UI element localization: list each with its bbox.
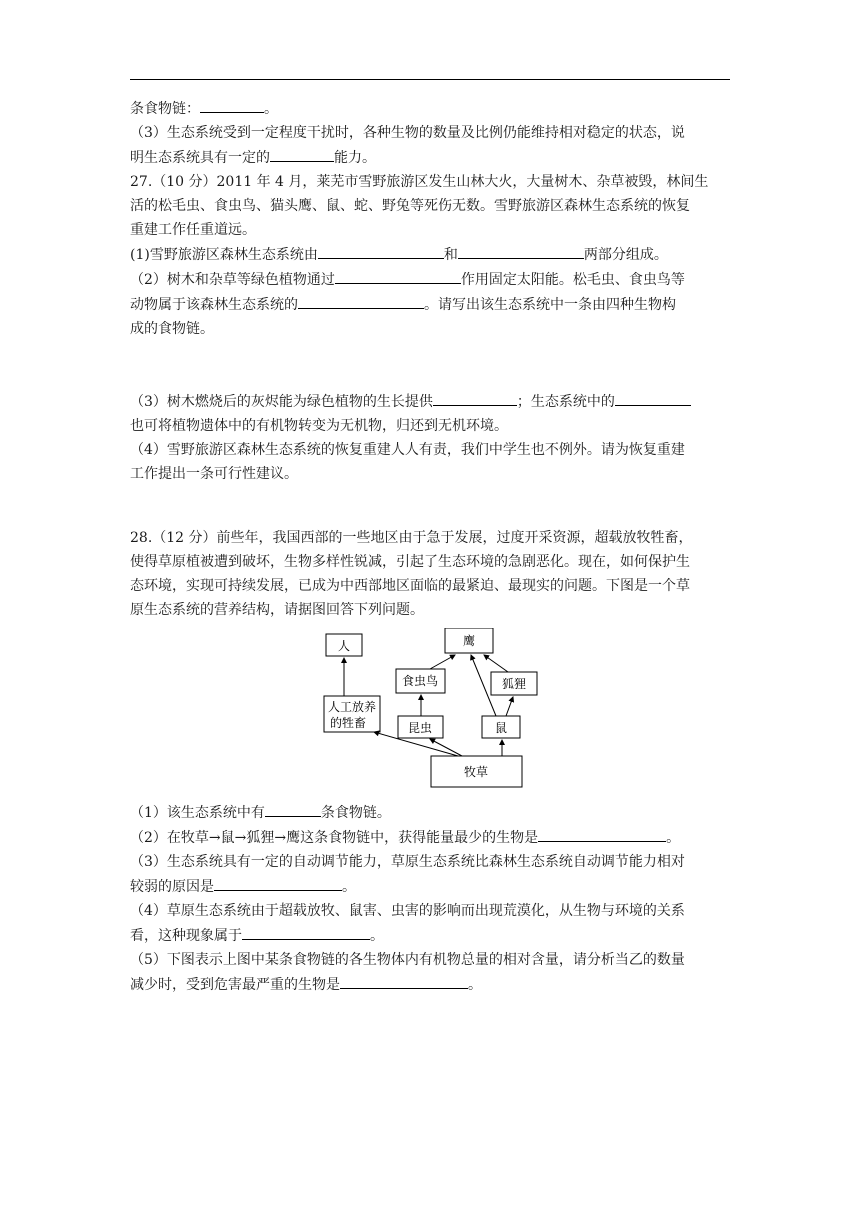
document-body [130,96,730,997]
q28-1 [130,800,730,825]
q27-1 [130,242,730,267]
q28-4-line-1: （4）草原生态系统由于超载放牧、鼠害、虫害的影响而出现荒漠化，从生物与环境的关系 [130,903,685,919]
answer-blank[interactable] [318,242,444,259]
answer-space[interactable] [130,486,730,526]
q28-3-line-2 [130,874,730,899]
text: 。 [666,830,681,846]
food-web-diagram [130,628,730,794]
q28-intro-2: 使得草原植被遭到破坏，生物多样性锐减，引起了生态环境的急剧恶化。现在，如何保护生 [130,554,690,570]
header-rule [130,79,730,80]
q28-3-line-1: （3）生态系统具有一定的自动调节能力，草原生态系统比森林生态系统自动调节能力相对 [130,854,685,870]
text: 。 [468,977,482,993]
text: 。请写出该生态系统中一条由四种生物构 [424,297,676,313]
text: 条食物链。 [320,805,391,821]
text: 能力。 [334,150,376,166]
answer-blank[interactable] [538,825,666,842]
label-rengong-1: 人工放养 [327,700,377,714]
text: （2）树木和杂草等绿色植物通过 [130,272,335,288]
answer-blank[interactable] [335,267,461,284]
text: 条食物链： [130,101,200,117]
text: 看，这种现象属于 [130,928,242,944]
answer-blank[interactable] [265,800,321,817]
answer-blank[interactable] [270,145,334,162]
label-shichongniao: 食虫鸟 [401,674,439,688]
q27-intro-1: 27.（10 分）2011 年 4 月，莱芜市雪野旅游区发生山林大火，大量树木、杂草被毁，林间生 [130,174,709,190]
q27-4-line-1: （4）雪野旅游区森林生态系统的恢复重建人人有责，我们中学生也不例外。请为恢复重建 [130,442,685,458]
text: 。 [370,928,384,944]
label-kunchong: 昆虫 [407,721,433,735]
text: 。 [342,879,356,895]
q27-intro-2: 活的松毛虫、食虫鸟、猫头鹰、鼠、蛇、野兔等死伤无数。雪野旅游区森林生态系统的恢复 [130,198,690,214]
answer-blank[interactable] [615,389,691,406]
text: 明生态系统具有一定的 [130,150,270,166]
label-shu: 鼠 [494,721,508,735]
answer-blank[interactable] [200,96,264,113]
text: 和 [443,247,458,263]
arrow-shichongniao-ying [430,655,455,669]
text: 作用固定太阳能。松毛虫、食虫鸟等 [460,272,685,288]
answer-blank[interactable] [340,972,468,989]
answer-space[interactable] [130,341,730,389]
q27-2-line-2 [130,292,730,317]
label-huli: 狐狸 [501,677,527,691]
text: （3）生态系统受到一定程度干扰时，各种生物的数量及比例仍能维持相对稳定的状态，说 [130,125,685,141]
arrow-huli-ying [484,655,508,672]
text: 。 [264,101,278,117]
q26-line-1 [130,96,730,121]
q28-2 [130,825,730,850]
q28-intro-3: 态环境，实现可持续发展，已成为中西部地区面临的最紧迫、最现实的问题。下图是一个草 [130,578,690,594]
label-ying: 鹰 [462,634,476,648]
q28-5-line-1: （5）下图表示上图中某条食物链的各生物体内有机物总量的相对含量，请分析当乙的数量 [130,952,685,968]
text: 动物属于该森林生态系统的 [130,297,298,313]
text: 减少时，受到危害最严重的生物是 [130,977,340,993]
food-web-svg [320,628,560,794]
label-ren: 人 [337,639,351,653]
text: （1）该生态系统中有 [130,805,265,821]
q27-4-line-2: 工作提出一条可行性建议。 [130,466,298,482]
q27-3-line-2: 也可将植物遗体中的有机物转变为无机物，归还到无机环境。 [130,418,508,434]
text: （2）在牧草→鼠→狐狸→鹰这条食物链中，获得能量最少的生物是 [130,830,539,846]
text: （3）树木燃烧后的灰烬能为绿色植物的生长提供 [130,394,433,410]
q27-2-line-1 [130,267,730,292]
q28-intro-1: 28.（12 分）前些年，我国西部的一些地区由于急于发展，过度开采资源，超载放牧牲畜， [130,530,693,546]
q28-5-line-2 [130,972,730,997]
text: 较弱的原因是 [130,879,214,895]
q27-3-line-1 [130,389,730,414]
q26-3-line-1 [130,121,730,145]
answer-blank[interactable] [214,874,342,891]
text: (1)雪野旅游区森林生态系统由 [130,247,318,263]
label-rengong-2: 的牲畜 [329,716,367,730]
text: 两部分组成。 [583,247,668,263]
label-mucao: 牧草 [463,765,489,779]
text: ；生态系统中的 [516,394,615,410]
answer-blank[interactable] [458,242,584,259]
answer-blank[interactable] [242,923,370,940]
q27-intro-3: 重建工作任重道远。 [130,222,256,238]
q27-2-line-3: 成的食物链。 [130,321,214,337]
q26-3-line-2 [130,145,730,170]
q28-4-line-2 [130,923,730,948]
arrow-shu-huli [506,697,513,716]
arrow-mucao-kunchong [430,739,462,756]
q28-intro-4: 原生态系统的营养结构，请据图回答下列问题。 [130,602,424,618]
answer-blank[interactable] [433,389,517,406]
answer-blank[interactable] [298,292,424,309]
